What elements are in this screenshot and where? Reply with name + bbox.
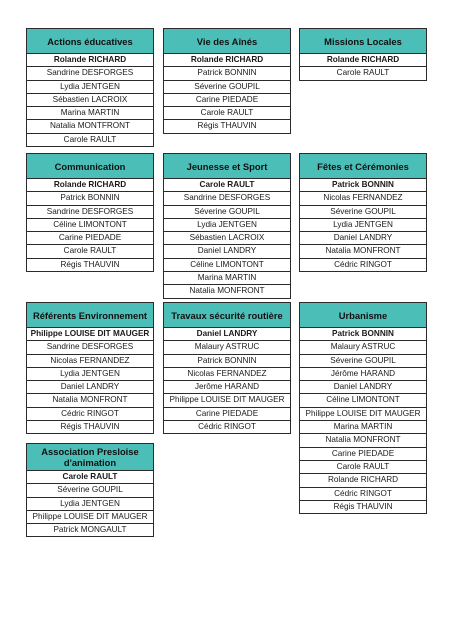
committee-member: Carole RAULT	[300, 461, 426, 474]
committee-member: Malaury ASTRUC	[300, 341, 426, 354]
committee-member: Daniel LANDRY	[300, 232, 426, 245]
committee-member: Sébastien LACROIX	[27, 94, 153, 107]
committee-box	[26, 443, 154, 537]
committee-member: Nicolas FERNANDEZ	[27, 355, 153, 368]
committee-member: Lydia JENTGEN	[27, 368, 153, 381]
committee-member: Cédric RINGOT	[27, 408, 153, 421]
committee-member: Philippe LOUISE DIT MAUGER	[164, 394, 290, 407]
committee-member: Sandrine DESFORGES	[164, 192, 290, 205]
committee-member: Jerôme HARAND	[164, 381, 290, 394]
committee-member: Régis THAUVIN	[197, 121, 257, 131]
committee-member: Cédric RINGOT	[300, 488, 426, 501]
committee-box	[299, 28, 427, 81]
committee-member: Carole RAULT	[63, 134, 117, 144]
committee-member: Patrick BONNIN	[164, 67, 290, 80]
committee-member: Séverine GOUPIL	[300, 355, 426, 368]
committee-lead: Rolande RICHARD	[27, 179, 153, 192]
committee-lead: Carole RAULT	[164, 179, 290, 192]
committee-member: Lydia JENTGEN	[27, 498, 153, 511]
committee-title: Jeunesse et Sport	[164, 154, 290, 179]
committee-box	[163, 153, 291, 299]
committee-box	[26, 153, 154, 272]
committee-member: Céline LIMONTONT	[164, 259, 290, 272]
committee-member: Cédric RINGOT	[198, 422, 256, 432]
committee-member: Séverine GOUPIL	[300, 206, 426, 219]
committee-member: Séverine GOUPIL	[164, 81, 290, 94]
committee-member: Natalia MONFRONT	[189, 286, 265, 296]
committee-lead: Philippe LOUISE DIT MAUGER	[27, 328, 153, 341]
committee-member: Carole RAULT	[336, 68, 390, 78]
committee-member: Céline LIMONTONT	[300, 394, 426, 407]
committee-member: Carole RAULT	[164, 107, 290, 120]
committee-member: Céline LIMONTONT	[27, 219, 153, 232]
committee-box	[299, 302, 427, 514]
committee-title: Travaux sécurité routière	[164, 303, 290, 328]
committee-member: Nicolas FERNANDEZ	[300, 192, 426, 205]
committee-member: Marina MARTIN	[300, 421, 426, 434]
committee-box	[26, 302, 154, 434]
committee-lead: Rolande RICHARD	[27, 54, 153, 67]
committee-member: Régis THAUVIN	[60, 259, 120, 269]
committee-member: Natalia MONFRONT	[300, 434, 426, 447]
committee-member: Carole RAULT	[27, 245, 153, 258]
committee-title: Urbanisme	[300, 303, 426, 328]
committee-member: Patrick BONNIN	[27, 192, 153, 205]
committee-member: Natalia MONFRONT	[300, 245, 426, 258]
committee-box	[163, 302, 291, 434]
committee-member: Régis THAUVIN	[60, 422, 120, 432]
committee-member: Carine PIEDADE	[27, 232, 153, 245]
committee-lead: Rolande RICHARD	[300, 54, 426, 67]
committee-member: Daniel LANDRY	[27, 381, 153, 394]
committee-member: Sandrine DESFORGES	[27, 341, 153, 354]
committee-member: Daniel LANDRY	[164, 245, 290, 258]
committee-lead: Daniel LANDRY	[164, 328, 290, 341]
committee-member: Philippe LOUISE DIT MAUGER	[27, 511, 153, 524]
committee-member: Carine PIEDADE	[164, 94, 290, 107]
committee-title: Communication	[27, 154, 153, 179]
committee-member: Marina MARTIN	[27, 107, 153, 120]
committee-member: Nicolas FERNANDEZ	[164, 368, 290, 381]
committee-lead: Carole RAULT	[27, 471, 153, 484]
committee-member: Lydia JENTGEN	[27, 81, 153, 94]
committee-lead: Patrick BONNIN	[300, 179, 426, 192]
committee-member: Séverine GOUPIL	[164, 206, 290, 219]
committee-member: Philippe LOUISE DIT MAUGER	[300, 408, 426, 421]
committee-member: Marina MARTIN	[164, 272, 290, 285]
committee-lead: Rolande RICHARD	[164, 54, 290, 67]
committee-member: Sandrine DESFORGES	[27, 206, 153, 219]
committee-box	[163, 28, 291, 134]
committee-title: Fêtes et Cérémonies	[300, 154, 426, 179]
committee-box	[299, 153, 427, 272]
committee-member: Jérôme HARAND	[300, 368, 426, 381]
committee-title: Vie des Aînés	[164, 29, 290, 54]
committee-member: Natalia MONTFRONT	[27, 120, 153, 133]
committee-member: Cédric RINGOT	[334, 259, 392, 269]
committee-member: Lydia JENTGEN	[164, 219, 290, 232]
committee-member: Natalia MONFRONT	[27, 394, 153, 407]
committee-member: Lydia JENTGEN	[300, 219, 426, 232]
committee-member: Sébastien LACROIX	[164, 232, 290, 245]
committee-member: Sandrine DESFORGES	[27, 67, 153, 80]
committee-member: Rolande RICHARD	[300, 474, 426, 487]
committee-title: Actions éducatives	[27, 29, 153, 54]
committee-member: Régis THAUVIN	[333, 501, 393, 511]
committee-member: Patrick MONGAULT	[53, 525, 127, 535]
committee-lead: Patrick BONNIN	[300, 328, 426, 341]
committee-title: Missions Locales	[300, 29, 426, 54]
committee-box	[26, 28, 154, 147]
committee-member: Patrick BONNIN	[164, 355, 290, 368]
committee-member: Malaury ASTRUC	[164, 341, 290, 354]
committee-member: Carine PIEDADE	[164, 408, 290, 421]
committee-member: Daniel LANDRY	[300, 381, 426, 394]
committee-member: Carine PIEDADE	[300, 448, 426, 461]
committee-title: Association Presloise d'animation	[27, 444, 153, 471]
committee-member: Séverine GOUPIL	[27, 484, 153, 497]
committee-title: Référents Environnement	[27, 303, 153, 328]
